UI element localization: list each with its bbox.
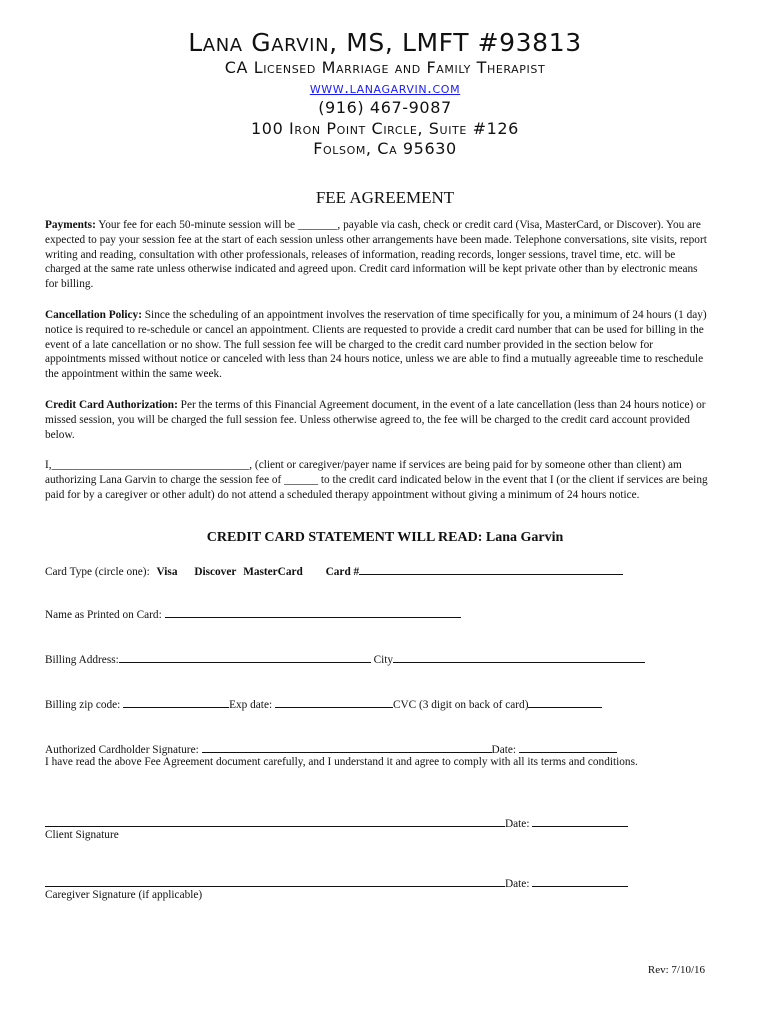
acknowledgement-text: I have read the above Fee Agreement document carefully, and I understand it and agree to comply with all its terms and conditions. <box>45 756 638 768</box>
cardholder-signature-label: Authorized Cardholder Signature: <box>45 744 202 756</box>
card-type-row <box>45 563 623 578</box>
client-date-field[interactable] <box>532 815 628 827</box>
client-date-label: Date: <box>505 818 533 830</box>
name-on-card-row <box>45 606 461 621</box>
cancellation-paragraph <box>45 308 710 382</box>
name-on-card-label: Name as Printed on Card: <box>45 609 165 621</box>
address-line-1: 100 Iron Point Circle, Suite #126 <box>251 119 519 138</box>
card-option-visa[interactable]: Visa <box>156 566 178 578</box>
billing-zip-field[interactable] <box>123 696 229 708</box>
name-on-card-field[interactable] <box>165 606 461 618</box>
payments-text: Your fee for each 50-minute session will be _______, payable via cash, check or credit card (Visa, MasterCard, or Discover). You are expected to pay your session fee at the start of each session unless other arrangements have been made. Telephone conversations, site visits, report writing and reading, consultation with other professionals, releases of information, reading records, longer sessions, travel time, etc. will be charged at the same rate unless otherwise indicated and agreed upon. Credit card information will be kept private other than by electronic means for billing. <box>45 219 707 291</box>
consent-paragraph: I,___________________________________, (client or caregiver/payer name if services are being paid for by someone other than client) am authorizing Lana Garvin to charge the session fee of ______ to the credit card indicated below in the event that I (or the client if services are being paid for by a caregiver or other adult) do not attend a scheduled therapy appointment without giving a minimum of 24 hours notice. <box>45 459 708 501</box>
caregiver-date-field[interactable] <box>532 875 628 887</box>
revision-date: Rev: 7/10/16 <box>647 964 705 976</box>
document-title: FEE AGREEMENT <box>315 188 455 207</box>
authorization-label: Credit Card Authorization: <box>45 399 178 411</box>
card-option-discover[interactable]: Discover <box>194 566 237 578</box>
cardholder-date-label: Date: <box>491 744 519 756</box>
cancellation-label: Cancellation Policy: <box>45 309 142 321</box>
caregiver-signature-caption: Caregiver Signature (if applicable) <box>45 889 203 901</box>
website-link[interactable]: www.lanagarvin.com <box>309 79 461 97</box>
cvc-field[interactable] <box>528 696 602 708</box>
cardholder-signature-row <box>45 741 617 756</box>
city-label: City <box>373 654 394 666</box>
therapist-credential: CA Licensed Marriage and Family Therapist <box>224 58 546 77</box>
cancellation-text: Since the scheduling of an appointment involves the reservation of time specifically for you, a minimum of 24 hours (1 day) notice is required to re-schedule or cancel an appointment. Clients are requested to provide a credit card number that can be used for billing in the event of a late cancellation or no show. The full session fee will be charged to the credit card number provided in the section below for appointments missed without notice or canceled with less than 24 hours notice, unless we are able to find a mutually agreeable time to reschedule the appointment within the same week. <box>45 309 707 381</box>
client-signature-row <box>45 815 628 830</box>
therapist-name: Lana Garvin, MS, LMFT #93813 <box>188 28 582 57</box>
cvc-label: CVC (3 digit on back of card) <box>392 699 529 711</box>
billing-address-label: Billing Address: <box>45 654 119 666</box>
card-number-field[interactable] <box>359 563 623 575</box>
exp-date-label: Exp date: <box>229 699 275 711</box>
card-number-label: Card # <box>325 566 360 578</box>
card-option-mastercard[interactable]: MasterCard <box>243 566 303 578</box>
billing-zip-row <box>45 696 602 711</box>
address-line-2: Folsom, Ca 95630 <box>313 139 457 158</box>
phone-number: (916) 467-9087 <box>318 98 452 117</box>
credit-card-statement-heading: CREDIT CARD STATEMENT WILL READ: Lana Garvin <box>206 530 564 545</box>
card-type-label: Card Type (circle one): <box>45 566 150 578</box>
caregiver-signature-row <box>45 875 628 890</box>
caregiver-signature-field[interactable] <box>45 875 505 887</box>
client-signature-field[interactable] <box>45 815 505 827</box>
client-signature-caption: Client Signature <box>45 829 119 841</box>
cardholder-date-field[interactable] <box>519 741 617 753</box>
billing-address-row <box>45 651 645 666</box>
authorization-text: Per the terms of this Financial Agreement document, in the event of a late cancellation (less than 24 hours notice) or missed session, you will be charged the full session fee. Unless otherwise agreed to, the fee will be charged to the credit card account provided below. <box>45 399 706 441</box>
city-field[interactable] <box>393 651 645 663</box>
website-row <box>0 79 770 97</box>
exp-date-field[interactable] <box>275 696 393 708</box>
authorization-paragraph <box>45 398 710 442</box>
payments-paragraph <box>45 218 710 292</box>
caregiver-date-label: Date: <box>505 878 533 890</box>
billing-zip-label: Billing zip code: <box>45 699 124 711</box>
cardholder-signature-field[interactable] <box>202 741 492 753</box>
billing-address-field[interactable] <box>119 651 371 663</box>
payments-label: Payments: <box>45 219 96 231</box>
